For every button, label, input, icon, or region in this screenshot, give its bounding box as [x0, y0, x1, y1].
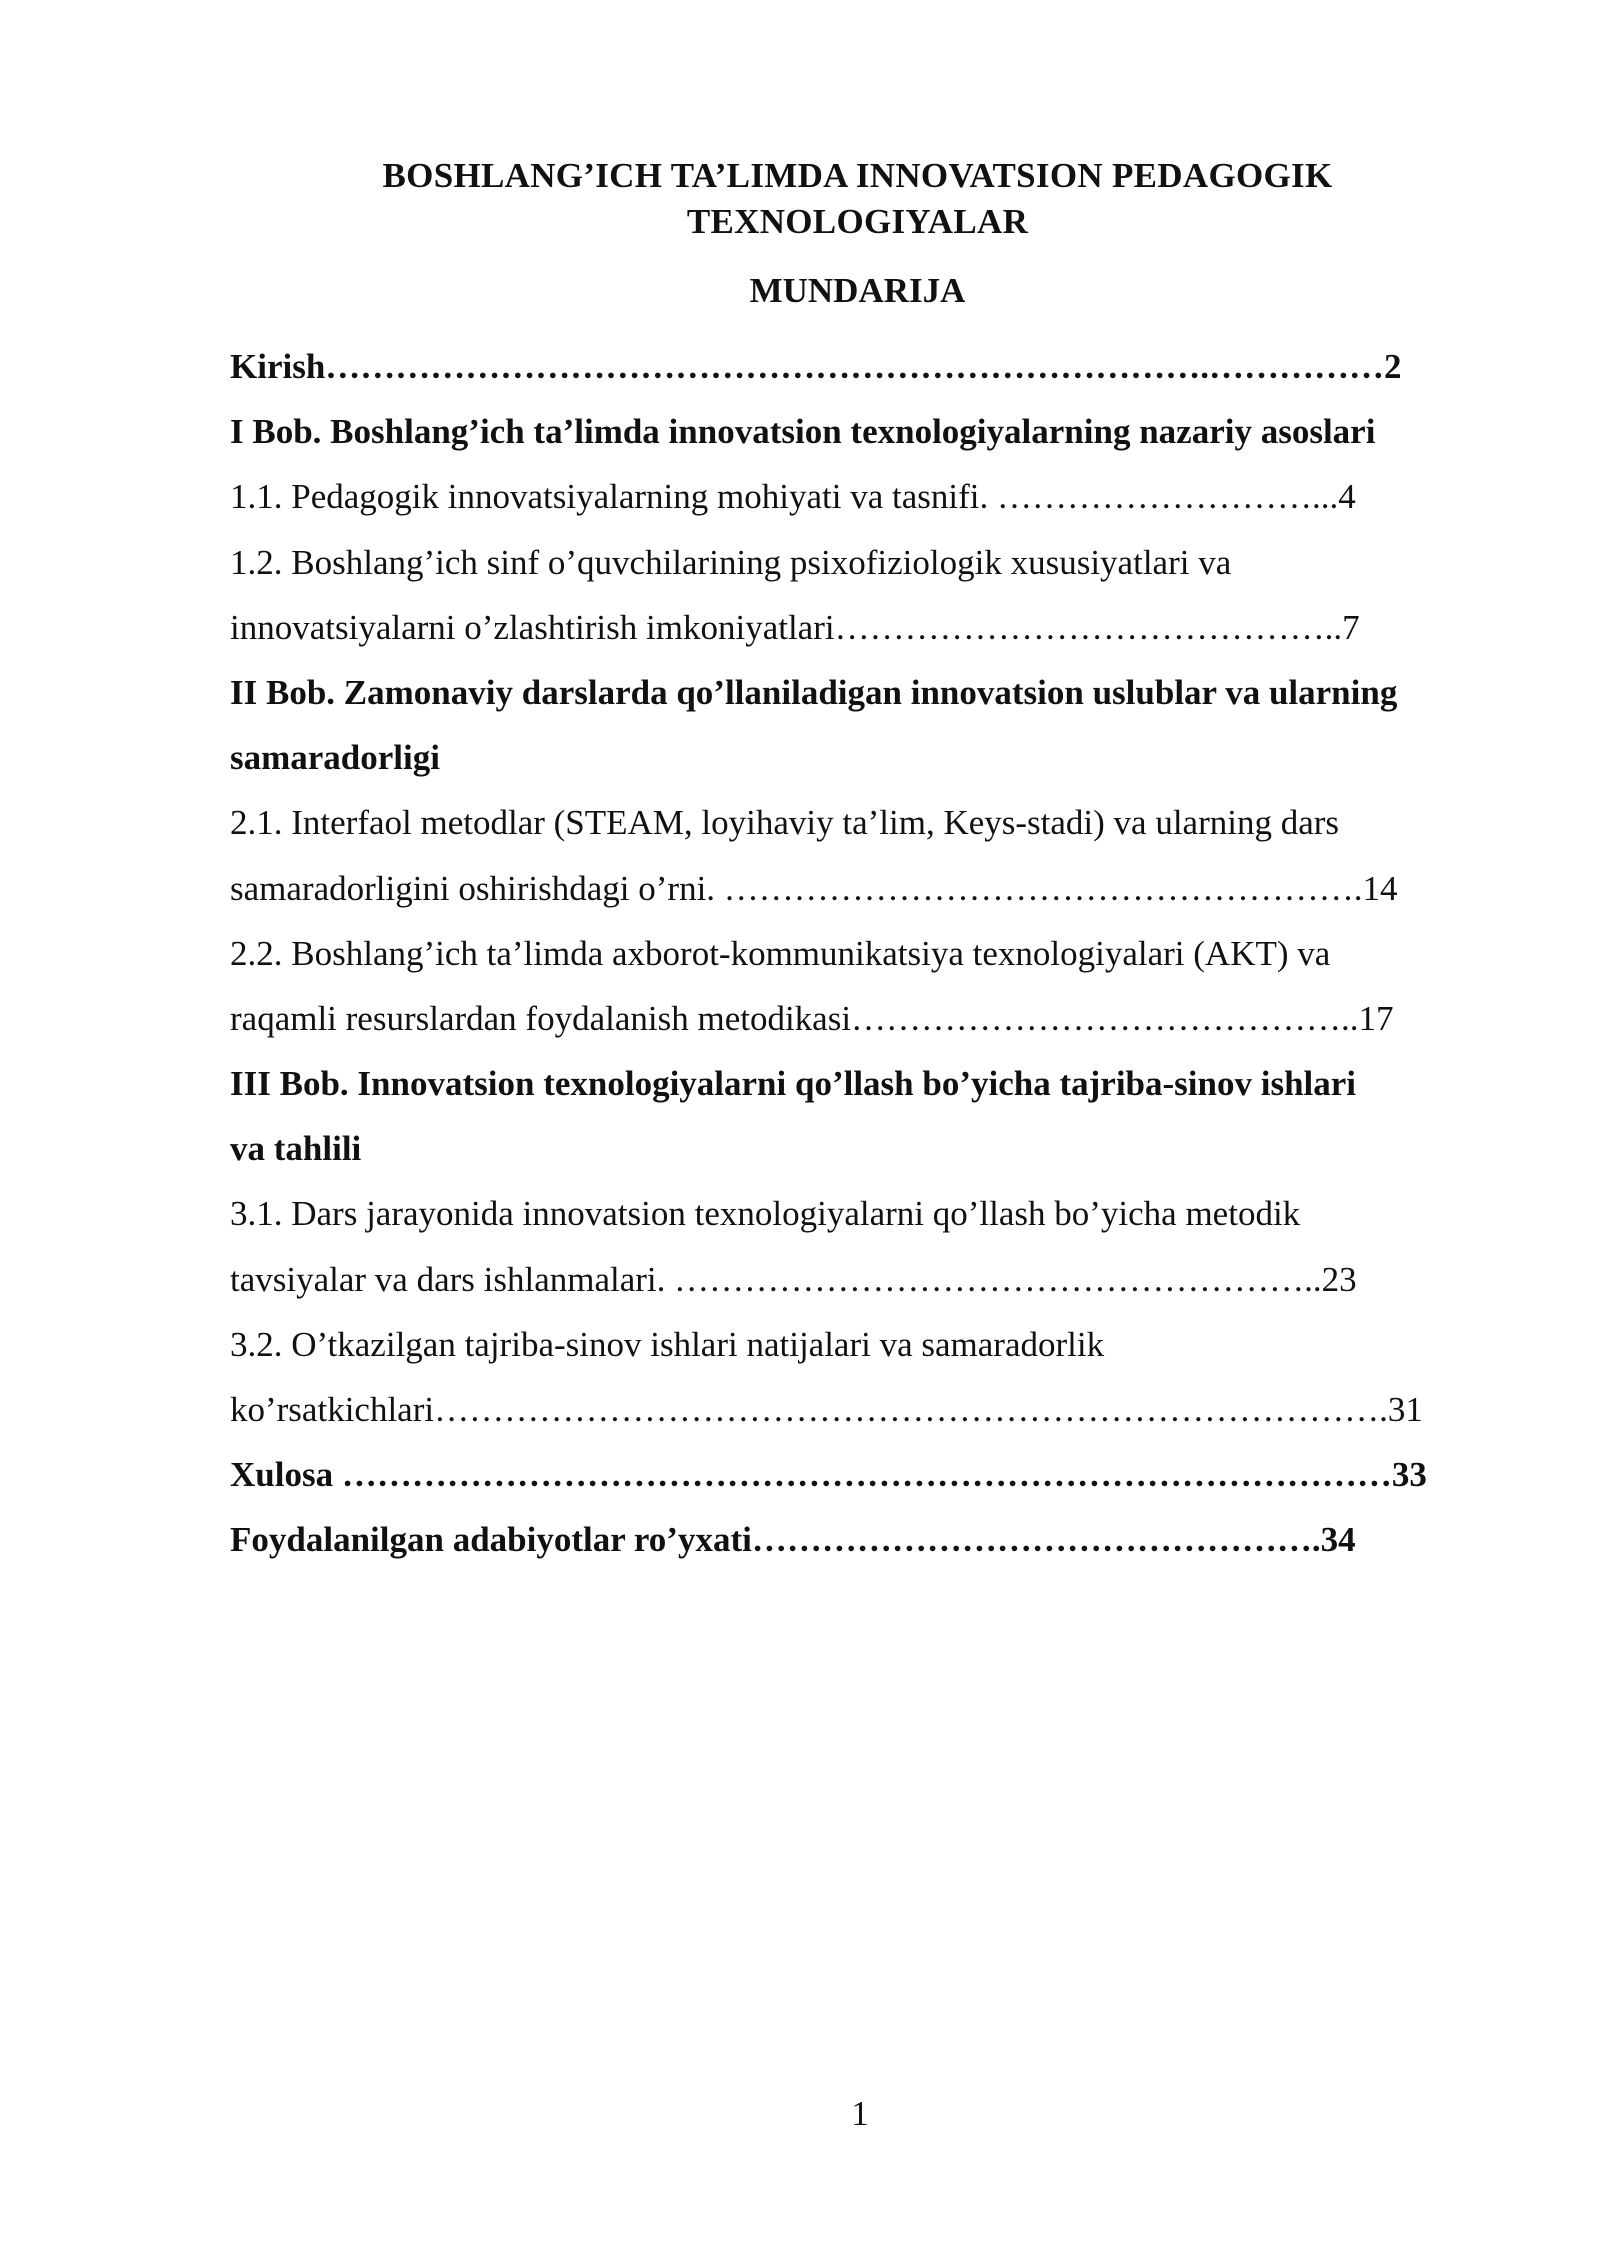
toc-chapter-2: II Bob. Zamonaviy darslarda qo’llaniladigan innovatsion uslublar va ularning — [230, 672, 1398, 712]
toc-chapter-1: I Bob. Boshlang’ich ta’limda innovatsion texnologiyalarning nazariy asoslari — [230, 412, 1376, 452]
toc-entry-conclusion: Xulosa ………………………………………………………………………………33 — [230, 1455, 1427, 1495]
toc-entry-2-2-cont: raqamli resurslardan foydalanish metodikasi……………………………………..17 — [230, 998, 1394, 1038]
toc-entry-references: Foydalanilgan adabiyotlar ro’yxati………………………………………….34 — [230, 1520, 1356, 1560]
toc-entry-3-2-cont: ko’rsatkichlari……………………………………………………………………….31 — [230, 1390, 1423, 1429]
toc-entry-3-2: 3.2. O’tkazilgan tajriba-sinov ishlari natijalari va samaradorlik — [230, 1324, 1105, 1364]
toc-entry-1-1: 1.1. Pedagogik innovatsiyalarning mohiyati va tasnifi. ………………………...4 — [230, 477, 1356, 517]
toc-entry-2-1: 2.1. Interfaol metodlar (STEAM, loyihaviy ta’lim, Keys-stadi) va ularning dars — [230, 803, 1340, 843]
toc-entry-3-1: 3.1. Dars jarayonida innovatsion texnologiyalarni qo’llash bo’yicha metodik — [230, 1194, 1301, 1234]
toc-entry-2-1-cont: samaradorligini oshirishdagi o’rni. ……………………………………………….14 — [230, 868, 1398, 908]
toc-entry-introduction: Kirish………………………………………………………………….……………2 — [230, 347, 1402, 386]
toc-chapter-3: III Bob. Innovatsion texnologiyalarni qo’llash bo’yicha tajriba-sinov ishlari — [230, 1064, 1357, 1104]
toc-chapter-2-cont: samaradorligi — [230, 738, 440, 778]
toc-entry-2-2: 2.2. Boshlang’ich ta’limda axborot-kommunikatsiya texnologiyalari (AKT) va — [230, 933, 1331, 973]
table-of-contents — [230, 334, 1485, 1573]
document-title-line-2: TEXNOLOGIYALAR — [686, 202, 1029, 241]
toc-entry-3-1-cont: tavsiyalar va dars ishlanmalari. ………………………………………………..23 — [230, 1259, 1357, 1299]
contents-heading: MUNDARIJA — [749, 271, 966, 310]
document-title-line-1: BOSHLANG’ICH TA’LIMDA INNOVATSION PEDAGOGIK — [382, 156, 1333, 195]
toc-entry-1-2: 1.2. Boshlang’ich sinf o’quvchilarining psixofiziologik xususiyatlari va — [230, 542, 1232, 582]
toc-entry-1-2-cont: innovatsiyalarni o’zlashtirish imkoniyatlari……………………………………..7 — [230, 607, 1360, 647]
page-number: 1 — [851, 2094, 869, 2133]
toc-chapter-3-cont: va tahlili — [230, 1129, 362, 1169]
